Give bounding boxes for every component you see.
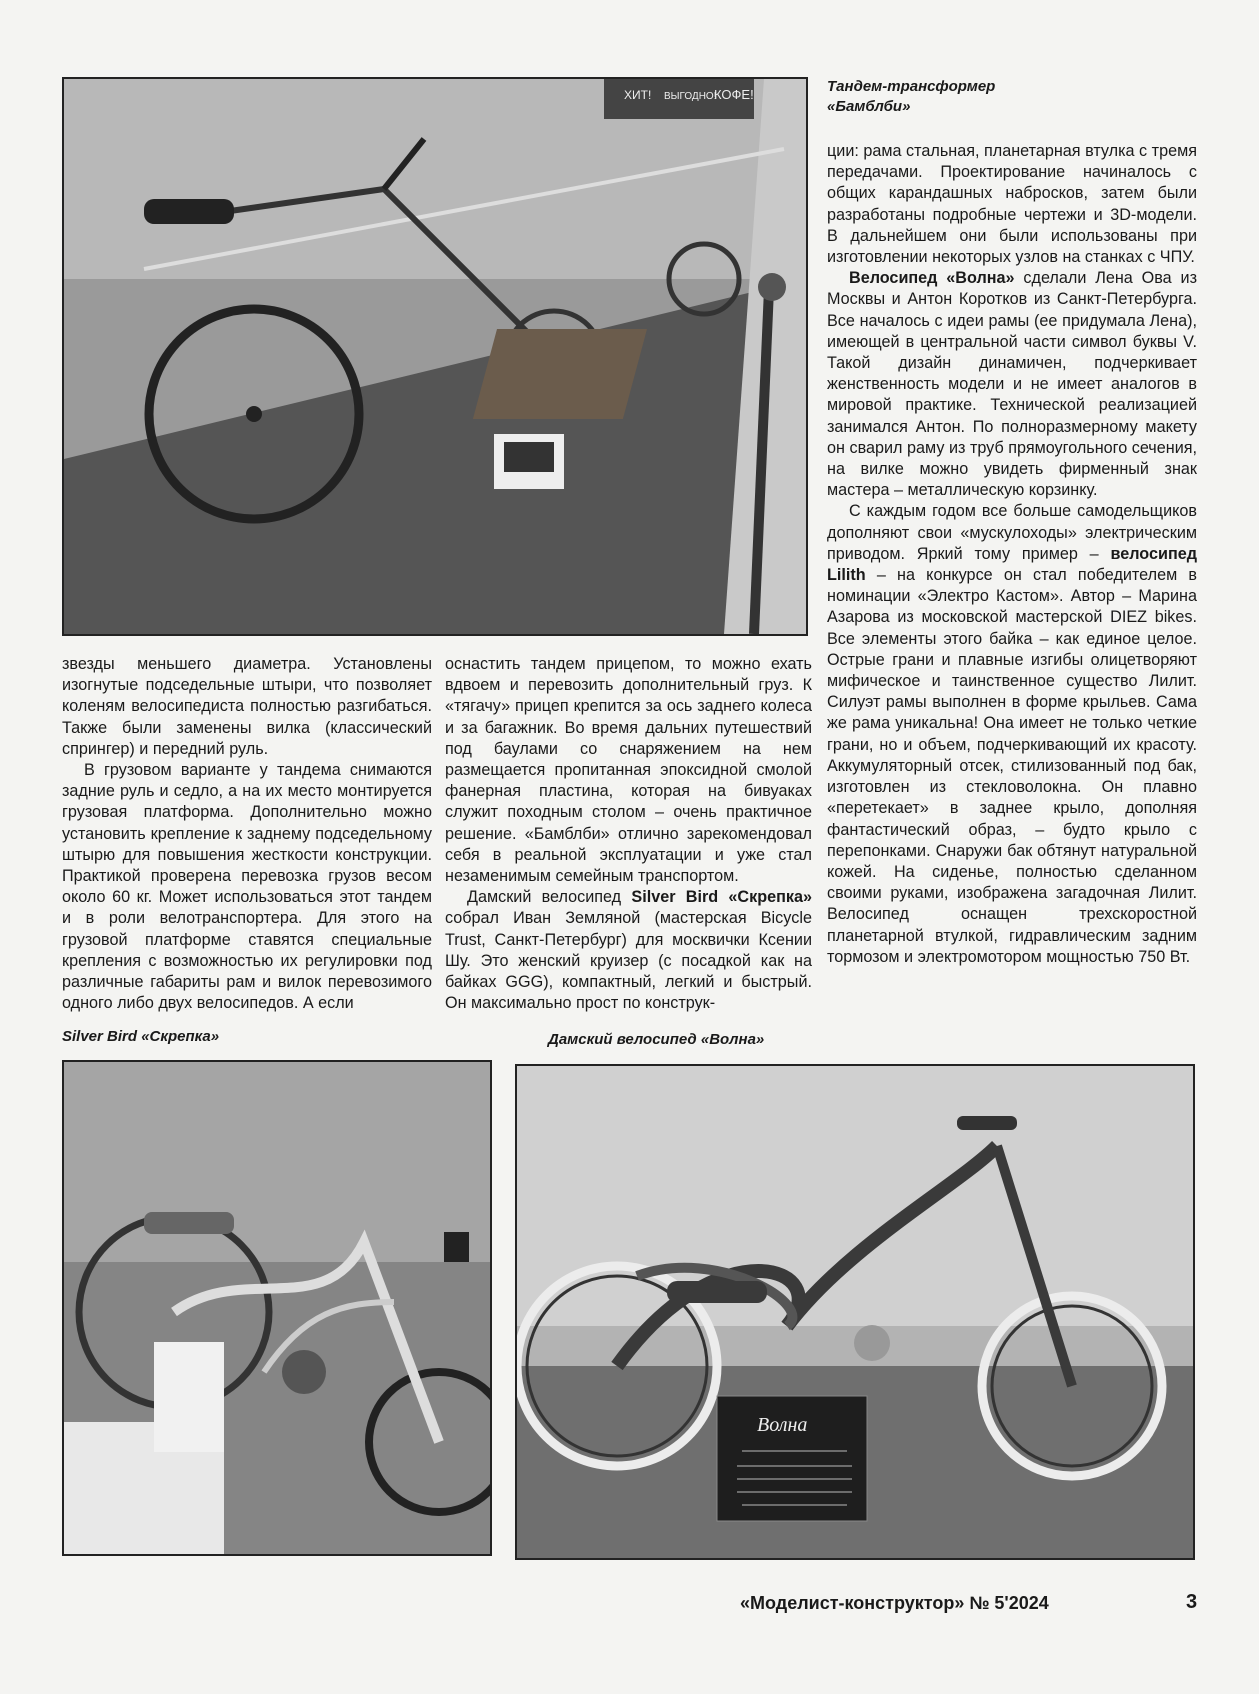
photo-tandem [62, 77, 808, 636]
sign-hit: ХИТ! [624, 88, 652, 102]
volna-board-title: Волна [757, 1414, 808, 1436]
photo-silver-bird [62, 1060, 492, 1556]
bold-volna: Велосипед «Волна» [849, 269, 1015, 288]
column-right [827, 141, 1197, 968]
sign-vygodno: ВЫГОДНО! [664, 91, 717, 102]
bold-silver-bird: Silver Bird «Скрепка» [631, 888, 812, 907]
column-middle [445, 654, 812, 1014]
bold-lilith: велосипед Lilith [827, 544, 1197, 585]
text-paragraph: Дамский велосипед Silver Bird «Скрепка» собрал Иван Земляной (мастерская Bicycle Trust, Санкт-Петербург) для москвички Ксении Шу. Это женский круизер (с посадкой как на байках GGG), компактный, легкий и быстрый. Он максимально прост по конструк- [445, 888, 812, 1013]
footer-magazine: «Моделист-конструктор» № 5'2024 [740, 1593, 1049, 1613]
page-number: 3 [1186, 1591, 1198, 1613]
text-paragraph: ции: рама стальная, планетарная втулка с тремя передачами. Проектирование начиналось с общих карандашных набросков, затем были разработаны подробные чертежи и 3D-модели. В дальнейшем они были использованы при изготовлении некоторых узлов на станках с ЧПУ. [827, 142, 1197, 267]
photo-volna [515, 1064, 1195, 1560]
text-paragraph: С каждым годом все больше самодельщиков дополняют свои «мускулоходы» электрическим приводом. Яркий тому пример – велосипед Lilith – на конкурсе он стал победителем в номинации «Электро Кастом». Автор – Марина Азарова из московской мастерской DIEZ bikes. Все элементы этого байка – как единое целое. Острые грани и плавные изгибы олицетворяют мифическое и таинственное существо Лилит. Силуэт рамы выполнен в форме крыльев. Сама же рама уникальна! Она имеет не только четкие грани, но и объем, подчеркивающий их красоту. Аккумуляторный отсек, стилизованный под бак, изготовлен из стекловолокна. Он плавно «перетекает» в заднее крыло, дополняя фантастический образ, – будто крыло с перепонками. Снаружи бак обтянут натуральной кожей. На сиденье, полностью сделанном своими руками, изображена загадочная Лилит. Велосипед оснащен трехскоростной планетарной втулкой, гидравлическим задним тормозом и электромотором мощностью 750 Вт. [827, 502, 1197, 966]
text-paragraph: В грузовом варианте у тандема снимаются задние руль и седло, а на их место монтируется грузовая платформа. Дополнительно можно установить крепление к заднему подседельному штырю для повышения жесткости конструкции. Практикой проверена перевозка грузов весом около 60 кг. Может использоваться этот тандем и в роли велотранспортера. Для этого на грузовой платформе ставятся специальные крепления с возможностью их регулировки под различные габариты рам и вилок перевозимого одного либо двух велосипедов. А если [62, 761, 432, 1013]
sign-kofe: КОФЕ! [714, 87, 754, 102]
text-paragraph: Велосипед «Волна» сделали Лена Ова из Москвы и Антон Коротков из Санкт-Петербурга. Все началось с идеи рамы (ее придумала Лена), имеющей в центральной части символ буквы V. Такой дизайн динамичен, подчеркивает женственность модели и не имеет аналогов в мировой практике. Технической реализацией занимался Антон. По полноразмерному макету он сварил раму из труб прямоугольного сечения, на вилке можно увидеть фирменный знак мастера – металлическую корзинку. [827, 269, 1197, 500]
caption-silver-bird: Silver Bird «Скрепка» [62, 1028, 220, 1045]
caption-volna: Дамский велосипед «Волна» [548, 1031, 765, 1048]
caption-tandem: Тандем-трансформер «Бамблби» [827, 78, 996, 115]
text-paragraph: звезды меньшего диаметра. Установлены изогнутые подседельные штыри, что позволяет коленям велосипедиста полностью разгибаться. Также были заменены вилка (классический спрингер) и передний руль. [62, 655, 432, 758]
column-left [62, 654, 432, 1014]
text-paragraph: оснастить тандем прицепом, то можно ехать вдвоем и перевозить дополнительный груз. К «тягачу» прицеп крепится за ось заднего колеса и за багажник. Во время дальних путешествий под баулами со снаряжением на нем размещается пропитанная эпоксидной смолой фанерная пластина, которая на бивуаках служит походным столом – очень практичное решение. «Бамблби» отлично зарекомендовал себя в реальной эксплуатации и уже стал незаменимым семейным транспортом. [445, 655, 812, 886]
